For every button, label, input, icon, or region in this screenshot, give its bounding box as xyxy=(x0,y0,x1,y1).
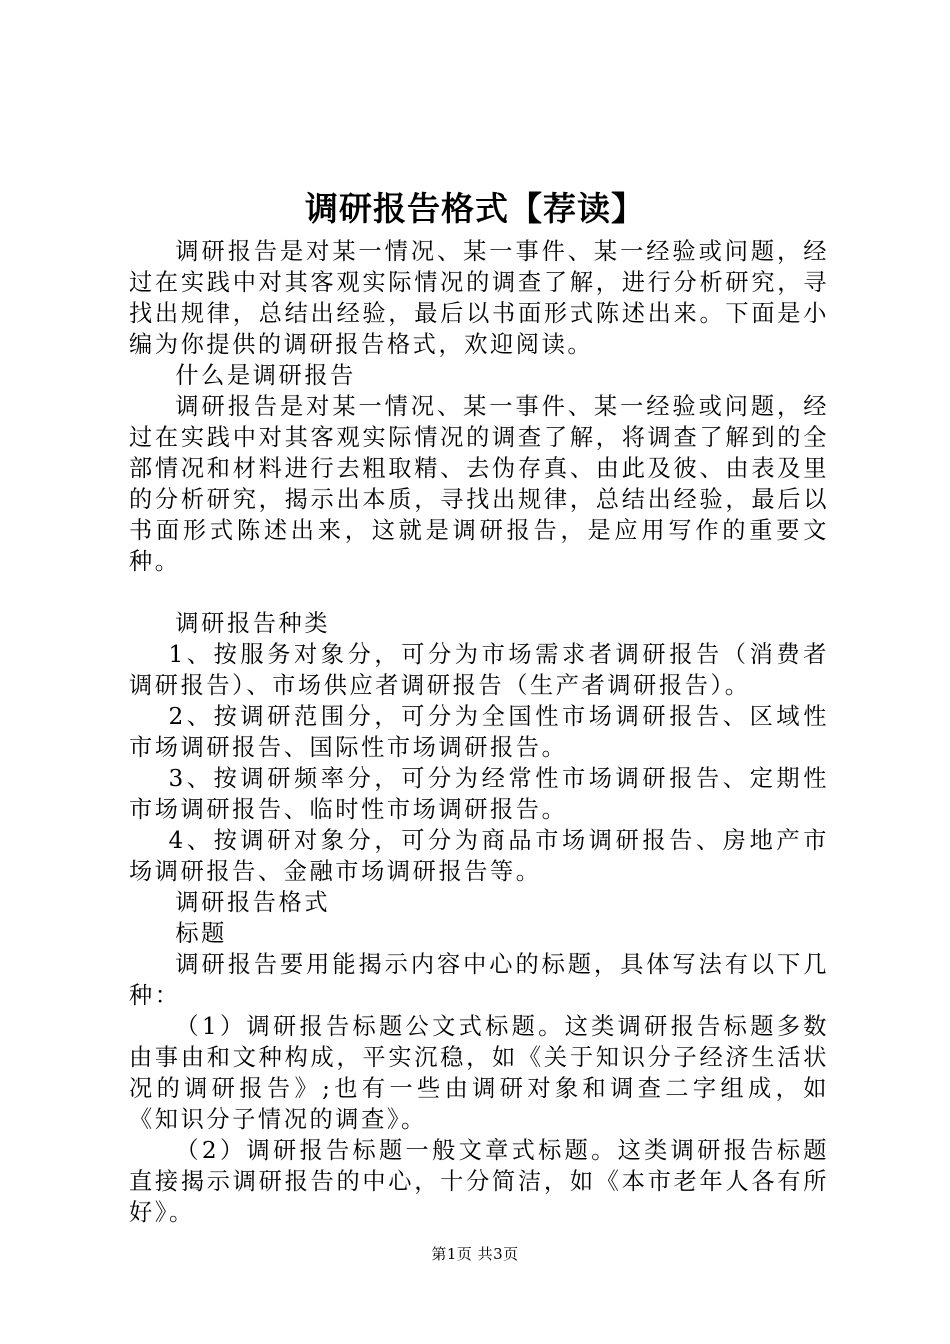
list-item-type-4: 4、按调研对象分，可分为商品市场调研报告、房地产市场调研报告、金融市场调研报告等。 xyxy=(129,827,829,885)
heading-title-section: 标题 xyxy=(175,920,227,947)
heading-what-is-report: 什么是调研报告 xyxy=(175,362,356,389)
page-number-footer: 第1页 共3页 xyxy=(431,1245,519,1263)
paragraph-definition: 调研报告是对某一情况、某一事件、某一经验或问题，经过在实践中对其客观实际情况的调查了解，将调查了解到的全部情况和材料进行去粗取精、去伪存真、由此及彼、由表及里的分析研究，揭示出本质，寻找出规律，总结出经验，最后以书面形式陈述出来，这就是调研报告，是应用写作的重要文种。 xyxy=(129,393,829,575)
heading-report-format: 调研报告格式 xyxy=(175,889,331,916)
document-body xyxy=(129,236,829,1228)
paragraph-intro: 调研报告是对某一情况、某一事件、某一经验或问题，经过在实践中对其客观实际情况的调查了解，进行分析研究，寻找出规律，总结出经验，最后以书面形式陈述出来。下面是小编为你提供的调研报告格式，欢迎阅读。 xyxy=(129,238,829,358)
blank-line xyxy=(129,577,829,608)
paragraph-title-intro: 调研报告要用能揭示内容中心的标题，具体写法有以下几种： xyxy=(129,951,829,1009)
paragraph-title-style-1: （1）调研报告标题公文式标题。这类调研报告标题多数由事由和文种构成，平实沉稳，如《关于知识分子经济生活状况的调研报告》;也有一些由调研对象和调查二字组成，如《知识分子情况的调查》。 xyxy=(129,1013,829,1133)
list-item-type-3: 3、按调研频率分，可分为经常性市场调研报告、定期性市场调研报告、临时性市场调研报告。 xyxy=(129,765,829,823)
list-item-type-1: 1、按服务对象分，可分为市场需求者调研报告（消费者调研报告）、市场供应者调研报告（生产者调研报告）。 xyxy=(129,641,829,699)
document-title: 调研报告格式【荐读】 xyxy=(305,189,645,228)
heading-report-types: 调研报告种类 xyxy=(175,610,331,637)
list-item-type-2: 2、按调研范围分，可分为全国性市场调研报告、区域性市场调研报告、国际性市场调研报告。 xyxy=(129,703,829,761)
paragraph-title-style-2: （2）调研报告标题一般文章式标题。这类调研报告标题直接揭示调研报告的中心，十分简洁，如《本市老年人各有所好》。 xyxy=(129,1137,829,1226)
